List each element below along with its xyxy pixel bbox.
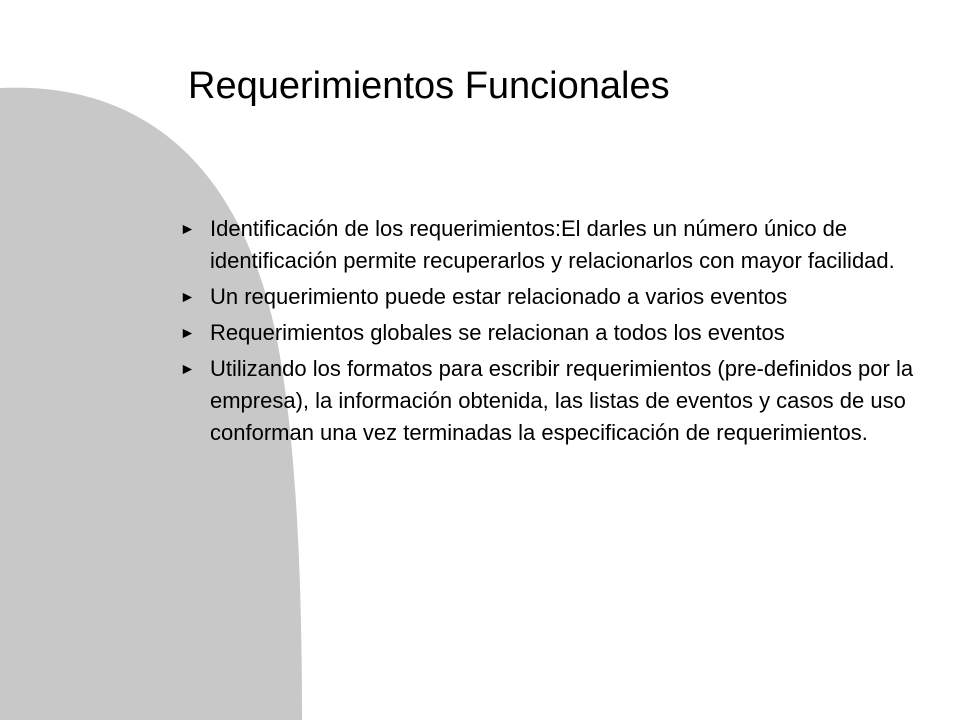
bullet-item: [180, 281, 940, 313]
bullet-item: [180, 317, 940, 349]
bullet-text: Un requerimiento puede estar relacionado a varios eventos: [210, 284, 788, 309]
bullet-text: Identificación de los requerimientos:El darles un número único de identificación permite recuperarlos y relacionarlos con mayor facilidad.: [210, 216, 895, 273]
bullet-text: Requerimientos globales se relacionan a todos los eventos: [210, 320, 785, 345]
diamond-bullet-icon: [180, 363, 193, 376]
bullet-list: [180, 213, 940, 453]
diamond-bullet-icon: [180, 223, 193, 236]
bullet-item: [180, 213, 940, 277]
bullet-item: [180, 353, 940, 449]
diamond-bullet-icon: [180, 327, 193, 340]
bullet-text: Utilizando los formatos para escribir requerimientos (pre-definidos por la empresa), la información obtenida, las listas de eventos y casos de uso conforman una vez terminadas la especificación de requerimientos.: [210, 356, 914, 445]
diamond-bullet-icon: [180, 291, 193, 304]
slide-title: Requerimientos Funcionales: [188, 65, 670, 107]
